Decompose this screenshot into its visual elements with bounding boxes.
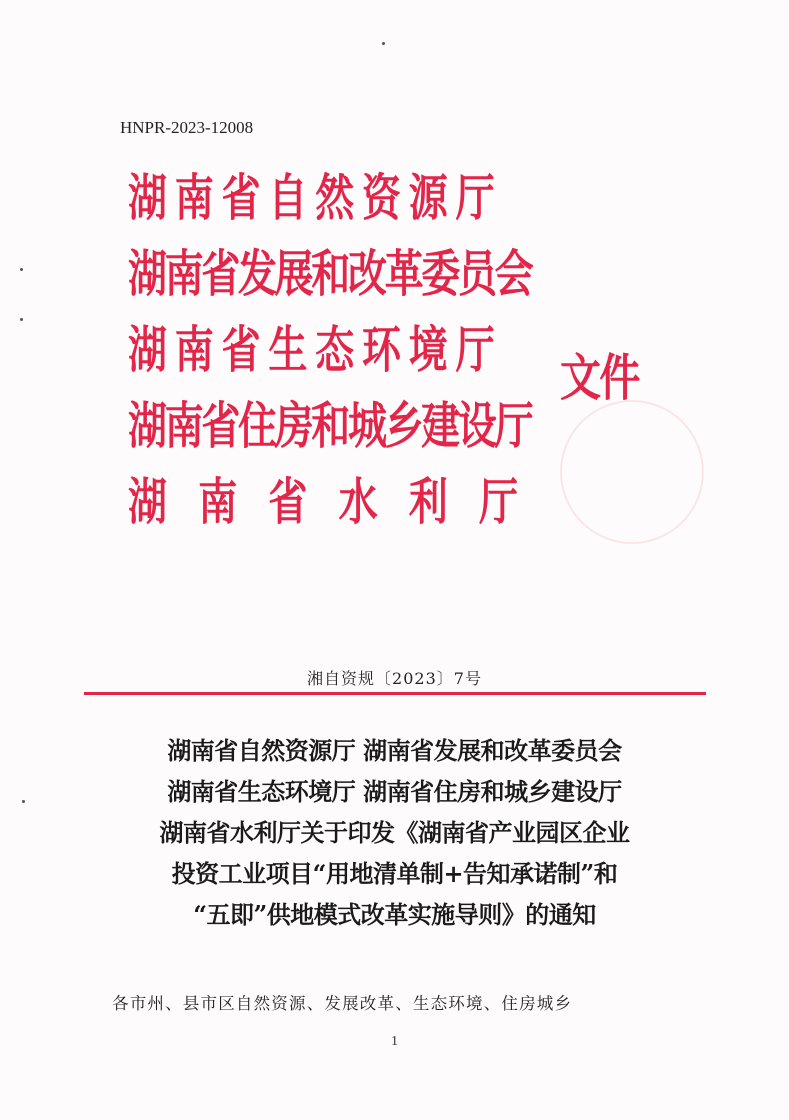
scan-speck [20, 268, 23, 271]
issuer-housing-construction: 湖南省住房和城乡建设厅 [128, 396, 532, 455]
title-line: 湖南省水利厅关于印发《湖南省产业园区企业 [159, 818, 630, 847]
addressee-line: 各市州、县市区自然资源、发展改革、生态环境、住房城乡 [112, 994, 573, 1013]
document-code: HNPR-2023-12008 [120, 118, 254, 137]
reference-number: 湘自资规〔2023〕7号 [307, 669, 482, 688]
page-number: 1 [391, 1034, 398, 1049]
issuer-water-resources: 湖南省水利厅 [128, 472, 550, 531]
issuer-ecology-environment: 湖南省生态环境厅 [128, 320, 503, 379]
scan-speck [382, 42, 385, 45]
document-type-label: 文件 [560, 348, 639, 407]
title-line: 投资工业项目“用地清单制+告知承诺制”和 [171, 859, 618, 888]
scan-speck [20, 318, 23, 321]
red-separator-line [84, 692, 706, 695]
title-line: “五即”供地模式改革实施导则》的通知 [193, 900, 596, 929]
title-line: 湖南省自然资源厅 湖南省发展和改革委员会 [167, 736, 622, 765]
issuer-development-reform: 湖南省发展和改革委员会 [128, 244, 532, 303]
notice-title [60, 730, 729, 935]
issuer-natural-resources: 湖南省自然资源厅 [128, 168, 503, 227]
title-line: 湖南省生态环境厅 湖南省住房和城乡建设厅 [167, 777, 622, 806]
scan-speck [22, 800, 25, 803]
